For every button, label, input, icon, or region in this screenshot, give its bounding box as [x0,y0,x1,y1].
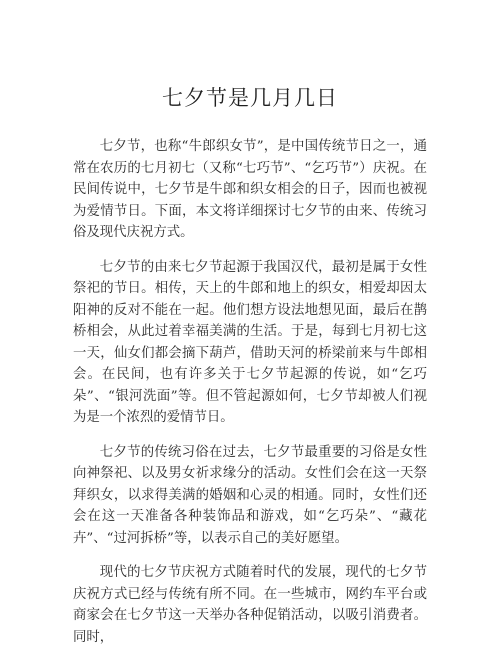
paragraph-origin: 七夕节的由来七夕节起源于我国汉代，最初是属于女性祭祀的节日。相传，天上的牛郎和地上的织女，相爱却因太阳神的反对不能在一起。他们想方设法地想见面，最后在鹊桥相会，从此过着幸福美满的生活。于是，每到七月初七这一天，仙女们都会摘下葫芦，借助天河的桥梁前来与牛郎相会。在民间，也有许多关于七夕节起源的传说，如“乞巧朵”、“银河洗面”等。但不管起源如何，七夕节却被人们视为是一个浓烈的爱情节日。 [73,259,427,425]
paragraph-traditions: 七夕节的传统习俗在过去，七夕节最重要的习俗是女性向神祭祀、以及男女祈求缘分的活动。女性们会在这一天祭拜织女，以求得美满的婚姻和心灵的相通。同时，女性们还会在这一天准备各种装饰品和游戏，如“乞巧朵”、“藏花卉”、“过河拆桥”等，以表示自己的美好愿望。 [73,444,427,546]
page-title: 七夕节是几月几日 [162,86,338,110]
paragraph-modern: 现代的七夕节庆祝方式随着时代的发展，现代的七夕节庆祝方式已经与传统有所不同。在一些城市，网约车平台或商家会在七夕节这一天举办各种促销活动，以吸引消费者。同时， [73,565,427,645]
paragraph-origin-intro: 七夕节，也称“牛郎织女节”，是中国传统节日之一，通常在农历的七月初七（又称“七巧节”、“乞巧节”）庆祝。在民间传说中，七夕节是牛郎和织女相会的日子，因而也被视为爱情节日。下面，本文将详细探讨七夕节的由来、传统习俗及现代庆祝方式。 [73,139,427,240]
